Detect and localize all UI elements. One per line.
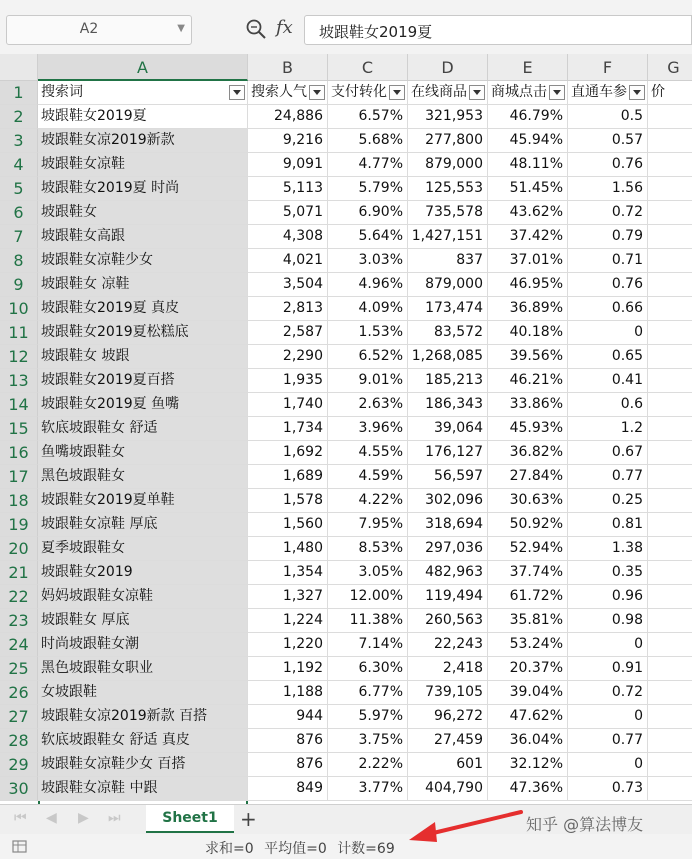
- value-cell[interactable]: 0.73: [568, 777, 648, 801]
- keyword-cell[interactable]: 坡跟鞋女凉鞋 厚底: [38, 513, 248, 537]
- prev-sheet-icon[interactable]: ◀: [46, 810, 57, 826]
- value-cell[interactable]: 48.11%: [488, 153, 568, 177]
- value-cell[interactable]: 260,563: [408, 609, 488, 633]
- first-sheet-icon[interactable]: ⏮: [14, 810, 27, 826]
- value-cell[interactable]: 3.96%: [328, 417, 408, 441]
- value-cell[interactable]: 6.90%: [328, 201, 408, 225]
- value-cell[interactable]: 8.53%: [328, 537, 408, 561]
- filter-dropdown-icon[interactable]: [389, 85, 405, 100]
- value-cell[interactable]: 176,127: [408, 441, 488, 465]
- keyword-cell[interactable]: 坡跟鞋女2019夏: [38, 105, 248, 129]
- value-cell[interactable]: 39.04%: [488, 681, 568, 705]
- add-sheet-button[interactable]: +: [240, 807, 257, 831]
- row-header[interactable]: 1: [0, 81, 38, 105]
- keyword-cell[interactable]: 黑色坡跟鞋女: [38, 465, 248, 489]
- value-cell[interactable]: 61.72%: [488, 585, 568, 609]
- value-cell[interactable]: 47.62%: [488, 705, 568, 729]
- empty-cell[interactable]: [648, 225, 692, 249]
- status-sum: 求和=0: [205, 841, 254, 857]
- value-cell[interactable]: 5,071: [248, 201, 328, 225]
- value-cell[interactable]: 11.38%: [328, 609, 408, 633]
- value-cell[interactable]: 1.38: [568, 537, 648, 561]
- keyword-cell[interactable]: 坡跟鞋女凉2019新款: [38, 129, 248, 153]
- empty-cell[interactable]: [648, 633, 692, 657]
- value-cell[interactable]: 40.18%: [488, 321, 568, 345]
- select-all-corner[interactable]: [0, 54, 38, 81]
- value-cell[interactable]: 1,327: [248, 585, 328, 609]
- empty-cell[interactable]: [648, 105, 692, 129]
- value-cell[interactable]: 5.64%: [328, 225, 408, 249]
- keyword-cell[interactable]: 坡跟鞋女凉鞋少女: [38, 249, 248, 273]
- value-cell[interactable]: 4.55%: [328, 441, 408, 465]
- keyword-cell[interactable]: 坡跟鞋女2019夏单鞋: [38, 489, 248, 513]
- value-cell[interactable]: 1,268,085: [408, 345, 488, 369]
- last-sheet-icon[interactable]: ⏭: [108, 810, 121, 826]
- value-cell[interactable]: 318,694: [408, 513, 488, 537]
- value-cell[interactable]: 5.79%: [328, 177, 408, 201]
- keyword-cell[interactable]: 坡跟鞋女2019夏 真皮: [38, 297, 248, 321]
- fx-icon[interactable]: fx: [276, 17, 293, 38]
- keyword-cell[interactable]: 坡跟鞋女凉鞋少女 百搭: [38, 753, 248, 777]
- filter-dropdown-icon[interactable]: [629, 85, 645, 100]
- value-cell[interactable]: 404,790: [408, 777, 488, 801]
- empty-cell[interactable]: [648, 441, 692, 465]
- column-header-b[interactable]: B: [248, 54, 328, 81]
- filter-dropdown-icon[interactable]: [309, 85, 325, 100]
- keyword-cell[interactable]: 软底坡跟鞋女 舒适: [38, 417, 248, 441]
- value-cell[interactable]: 0: [568, 321, 648, 345]
- row-header[interactable]: 8: [0, 249, 38, 273]
- value-cell[interactable]: 6.57%: [328, 105, 408, 129]
- keyword-cell[interactable]: 鱼嘴坡跟鞋女: [38, 441, 248, 465]
- keyword-cell[interactable]: 坡跟鞋女2019夏 时尚: [38, 177, 248, 201]
- value-cell[interactable]: 1,740: [248, 393, 328, 417]
- value-cell[interactable]: 186,343: [408, 393, 488, 417]
- status-average: 平均值=0: [264, 841, 327, 857]
- row-header[interactable]: 22: [0, 585, 38, 609]
- value-cell[interactable]: 4.77%: [328, 153, 408, 177]
- value-cell[interactable]: 2.22%: [328, 753, 408, 777]
- value-cell[interactable]: 4,308: [248, 225, 328, 249]
- value-cell[interactable]: 7.95%: [328, 513, 408, 537]
- tab-sheet1[interactable]: Sheet1: [146, 805, 234, 833]
- value-cell[interactable]: 0.91: [568, 657, 648, 681]
- row-header[interactable]: 6: [0, 201, 38, 225]
- value-cell[interactable]: 5.97%: [328, 705, 408, 729]
- value-cell[interactable]: 50.92%: [488, 513, 568, 537]
- value-cell[interactable]: 0.25: [568, 489, 648, 513]
- header-cell-label: 在线商品: [411, 84, 467, 100]
- row-header[interactable]: 21: [0, 561, 38, 585]
- row-header[interactable]: 29: [0, 753, 38, 777]
- value-cell[interactable]: 173,474: [408, 297, 488, 321]
- header-cell-label: 商城点击: [491, 84, 547, 100]
- name-box[interactable]: [6, 15, 192, 45]
- zoom-icon[interactable]: [245, 18, 267, 40]
- value-cell[interactable]: 5.68%: [328, 129, 408, 153]
- keyword-cell[interactable]: 坡跟鞋女2019: [38, 561, 248, 585]
- sheet-tab-bar: [0, 804, 692, 834]
- value-cell[interactable]: 39,064: [408, 417, 488, 441]
- keyword-cell[interactable]: 女坡跟鞋: [38, 681, 248, 705]
- value-cell[interactable]: 0: [568, 633, 648, 657]
- empty-cell[interactable]: [648, 609, 692, 633]
- row-header[interactable]: 7: [0, 225, 38, 249]
- keyword-cell[interactable]: 夏季坡跟鞋女: [38, 537, 248, 561]
- row-header[interactable]: 13: [0, 369, 38, 393]
- empty-cell[interactable]: [648, 249, 692, 273]
- empty-cell[interactable]: [648, 753, 692, 777]
- value-cell[interactable]: 7.14%: [328, 633, 408, 657]
- value-cell[interactable]: 0.66: [568, 297, 648, 321]
- row-header[interactable]: 27: [0, 705, 38, 729]
- value-cell[interactable]: 3.77%: [328, 777, 408, 801]
- status-summary: [205, 838, 401, 858]
- value-cell[interactable]: 0.77: [568, 729, 648, 753]
- value-cell[interactable]: 837: [408, 249, 488, 273]
- value-cell[interactable]: 1,354: [248, 561, 328, 585]
- keyword-cell[interactable]: 坡跟鞋女高跟: [38, 225, 248, 249]
- value-cell[interactable]: 35.81%: [488, 609, 568, 633]
- keyword-cell[interactable]: 软底坡跟鞋女 舒适 真皮: [38, 729, 248, 753]
- chevron-down-icon[interactable]: ▼: [177, 23, 185, 34]
- row-header[interactable]: 16: [0, 441, 38, 465]
- row-header[interactable]: 17: [0, 465, 38, 489]
- value-cell[interactable]: 1,578: [248, 489, 328, 513]
- filter-dropdown-icon[interactable]: [469, 85, 485, 100]
- value-cell[interactable]: 37.01%: [488, 249, 568, 273]
- value-cell[interactable]: 53.24%: [488, 633, 568, 657]
- keyword-cell[interactable]: 坡跟鞋女 坡跟: [38, 345, 248, 369]
- value-cell[interactable]: 96,272: [408, 705, 488, 729]
- empty-cell[interactable]: [648, 561, 692, 585]
- formula-bar: [0, 0, 692, 62]
- formula-input[interactable]: [304, 15, 692, 45]
- row-header[interactable]: 3: [0, 129, 38, 153]
- name-box-value: A2: [79, 21, 99, 37]
- value-cell[interactable]: 36.89%: [488, 297, 568, 321]
- value-cell[interactable]: 24,886: [248, 105, 328, 129]
- annotation-arrow: [405, 808, 525, 848]
- value-cell[interactable]: 0.76: [568, 273, 648, 297]
- row-header[interactable]: 23: [0, 609, 38, 633]
- value-cell[interactable]: 37.74%: [488, 561, 568, 585]
- column-header-c[interactable]: C: [328, 54, 408, 81]
- keyword-cell[interactable]: 妈妈坡跟鞋女凉鞋: [38, 585, 248, 609]
- value-cell[interactable]: 1,224: [248, 609, 328, 633]
- empty-cell[interactable]: [648, 729, 692, 753]
- value-cell[interactable]: 83,572: [408, 321, 488, 345]
- value-cell[interactable]: 125,553: [408, 177, 488, 201]
- value-cell[interactable]: 47.36%: [488, 777, 568, 801]
- value-cell[interactable]: 944: [248, 705, 328, 729]
- value-cell[interactable]: 2.63%: [328, 393, 408, 417]
- value-cell[interactable]: 1,689: [248, 465, 328, 489]
- column-header-a[interactable]: A: [38, 54, 248, 81]
- value-cell[interactable]: 5,113: [248, 177, 328, 201]
- row-header[interactable]: 25: [0, 657, 38, 681]
- header-cell[interactable]: [648, 81, 692, 105]
- column-header-g[interactable]: G: [648, 54, 692, 81]
- value-cell[interactable]: 1,192: [248, 657, 328, 681]
- row-header[interactable]: 9: [0, 273, 38, 297]
- row-header[interactable]: 2: [0, 105, 38, 129]
- next-sheet-icon[interactable]: ▶: [78, 810, 89, 826]
- keyword-cell[interactable]: 时尚坡跟鞋女潮: [38, 633, 248, 657]
- value-cell[interactable]: 4.22%: [328, 489, 408, 513]
- empty-cell[interactable]: [648, 681, 692, 705]
- header-cell[interactable]: [38, 81, 248, 105]
- keyword-cell[interactable]: 坡跟鞋女2019夏百搭: [38, 369, 248, 393]
- keyword-cell[interactable]: 坡跟鞋女凉鞋 中跟: [38, 777, 248, 801]
- value-cell[interactable]: 4,021: [248, 249, 328, 273]
- status-count: 计数=69: [337, 841, 395, 857]
- header-cell[interactable]: [328, 81, 408, 105]
- value-cell[interactable]: 37.42%: [488, 225, 568, 249]
- empty-cell[interactable]: [648, 393, 692, 417]
- empty-cell[interactable]: [648, 585, 692, 609]
- value-cell[interactable]: 51.45%: [488, 177, 568, 201]
- value-cell[interactable]: 1,480: [248, 537, 328, 561]
- row-header[interactable]: 18: [0, 489, 38, 513]
- value-cell[interactable]: 0.41: [568, 369, 648, 393]
- keyword-cell[interactable]: 坡跟鞋女2019夏松糕底: [38, 321, 248, 345]
- value-cell[interactable]: 1,560: [248, 513, 328, 537]
- keyword-cell[interactable]: 坡跟鞋女 厚底: [38, 609, 248, 633]
- value-cell[interactable]: 0.65: [568, 345, 648, 369]
- value-cell[interactable]: 22,243: [408, 633, 488, 657]
- value-cell[interactable]: 876: [248, 729, 328, 753]
- value-cell[interactable]: 0.98: [568, 609, 648, 633]
- value-cell[interactable]: 3,504: [248, 273, 328, 297]
- keyword-cell[interactable]: 坡跟鞋女凉鞋: [38, 153, 248, 177]
- value-cell[interactable]: 32.12%: [488, 753, 568, 777]
- value-cell[interactable]: 0.96: [568, 585, 648, 609]
- row-header[interactable]: 19: [0, 513, 38, 537]
- value-cell[interactable]: 0.77: [568, 465, 648, 489]
- value-cell[interactable]: 39.56%: [488, 345, 568, 369]
- value-cell[interactable]: 1.2: [568, 417, 648, 441]
- row-header[interactable]: 26: [0, 681, 38, 705]
- value-cell[interactable]: 1,220: [248, 633, 328, 657]
- value-cell[interactable]: 52.94%: [488, 537, 568, 561]
- row-header[interactable]: 20: [0, 537, 38, 561]
- empty-cell[interactable]: [648, 177, 692, 201]
- value-cell[interactable]: 119,494: [408, 585, 488, 609]
- empty-cell[interactable]: [648, 321, 692, 345]
- row-header[interactable]: 30: [0, 777, 38, 801]
- value-cell[interactable]: 27,459: [408, 729, 488, 753]
- value-cell[interactable]: 56,597: [408, 465, 488, 489]
- row-header[interactable]: 11: [0, 321, 38, 345]
- value-cell[interactable]: 0.57: [568, 129, 648, 153]
- value-cell[interactable]: 6.52%: [328, 345, 408, 369]
- value-cell[interactable]: 321,953: [408, 105, 488, 129]
- empty-cell[interactable]: [648, 201, 692, 225]
- value-cell[interactable]: 876: [248, 753, 328, 777]
- row-header[interactable]: 4: [0, 153, 38, 177]
- value-cell[interactable]: 297,036: [408, 537, 488, 561]
- empty-cell[interactable]: [648, 777, 692, 801]
- value-cell[interactable]: 1,188: [248, 681, 328, 705]
- header-cell-label: 搜索词: [41, 84, 83, 100]
- header-cell[interactable]: [248, 81, 328, 105]
- value-cell[interactable]: 36.04%: [488, 729, 568, 753]
- value-cell[interactable]: 482,963: [408, 561, 488, 585]
- value-cell[interactable]: 3.05%: [328, 561, 408, 585]
- row-header[interactable]: 24: [0, 633, 38, 657]
- row-header[interactable]: 15: [0, 417, 38, 441]
- value-cell[interactable]: 4.59%: [328, 465, 408, 489]
- header-cell-label: 搜索人气: [251, 84, 307, 100]
- filter-dropdown-icon[interactable]: [549, 85, 565, 100]
- keyword-cell[interactable]: 坡跟鞋女 凉鞋: [38, 273, 248, 297]
- header-cell[interactable]: [488, 81, 568, 105]
- value-cell[interactable]: 46.79%: [488, 105, 568, 129]
- keyword-cell[interactable]: 坡跟鞋女: [38, 201, 248, 225]
- value-cell[interactable]: 2,587: [248, 321, 328, 345]
- value-cell[interactable]: 27.84%: [488, 465, 568, 489]
- row-header[interactable]: 28: [0, 729, 38, 753]
- value-cell[interactable]: 879,000: [408, 273, 488, 297]
- value-cell[interactable]: 277,800: [408, 129, 488, 153]
- empty-cell[interactable]: [648, 489, 692, 513]
- empty-cell[interactable]: [648, 153, 692, 177]
- value-cell[interactable]: 185,213: [408, 369, 488, 393]
- keyword-cell[interactable]: 黑色坡跟鞋女职业: [38, 657, 248, 681]
- row-header[interactable]: 5: [0, 177, 38, 201]
- spreadsheet-grid[interactable]: [0, 54, 692, 804]
- value-cell[interactable]: 2,290: [248, 345, 328, 369]
- value-cell[interactable]: 45.93%: [488, 417, 568, 441]
- row-header[interactable]: 12: [0, 345, 38, 369]
- sheet-status-icon[interactable]: [12, 839, 32, 854]
- value-cell[interactable]: 0.81: [568, 513, 648, 537]
- value-cell[interactable]: 1,734: [248, 417, 328, 441]
- value-cell[interactable]: 46.95%: [488, 273, 568, 297]
- value-cell[interactable]: 0.72: [568, 681, 648, 705]
- keyword-cell[interactable]: 坡跟鞋女凉2019新款 百搭: [38, 705, 248, 729]
- value-cell[interactable]: 2,418: [408, 657, 488, 681]
- empty-cell[interactable]: [648, 417, 692, 441]
- value-cell[interactable]: 601: [408, 753, 488, 777]
- empty-cell[interactable]: [648, 129, 692, 153]
- empty-cell[interactable]: [648, 657, 692, 681]
- value-cell[interactable]: 0.79: [568, 225, 648, 249]
- value-cell[interactable]: 33.86%: [488, 393, 568, 417]
- empty-cell[interactable]: [648, 465, 692, 489]
- watermark: 知乎 @算法博友: [526, 815, 644, 834]
- value-cell[interactable]: 739,105: [408, 681, 488, 705]
- row-header[interactable]: 10: [0, 297, 38, 321]
- column-header-d[interactable]: D: [408, 54, 488, 81]
- value-cell[interactable]: 4.96%: [328, 273, 408, 297]
- value-cell[interactable]: 3.75%: [328, 729, 408, 753]
- keyword-cell[interactable]: 坡跟鞋女2019夏 鱼嘴: [38, 393, 248, 417]
- value-cell[interactable]: 0.67: [568, 441, 648, 465]
- value-cell[interactable]: 36.82%: [488, 441, 568, 465]
- value-cell[interactable]: 30.63%: [488, 489, 568, 513]
- empty-cell[interactable]: [648, 345, 692, 369]
- filter-dropdown-icon[interactable]: [229, 85, 245, 100]
- formula-value: 坡跟鞋女2019夏: [319, 23, 433, 41]
- value-cell[interactable]: 0.6: [568, 393, 648, 417]
- value-cell[interactable]: 0.5: [568, 105, 648, 129]
- empty-cell[interactable]: [648, 369, 692, 393]
- value-cell[interactable]: 43.62%: [488, 201, 568, 225]
- value-cell[interactable]: 0: [568, 705, 648, 729]
- value-cell[interactable]: 46.21%: [488, 369, 568, 393]
- value-cell[interactable]: 1.56: [568, 177, 648, 201]
- value-cell[interactable]: 9,091: [248, 153, 328, 177]
- value-cell[interactable]: 1,427,151: [408, 225, 488, 249]
- value-cell[interactable]: 735,578: [408, 201, 488, 225]
- value-cell[interactable]: 1,935: [248, 369, 328, 393]
- value-cell[interactable]: 849: [248, 777, 328, 801]
- header-cell-label: 直通车参: [571, 84, 627, 100]
- empty-cell[interactable]: [648, 297, 692, 321]
- value-cell[interactable]: 879,000: [408, 153, 488, 177]
- empty-cell[interactable]: [648, 273, 692, 297]
- empty-cell[interactable]: [648, 705, 692, 729]
- status-bar: [0, 834, 692, 859]
- value-cell[interactable]: 1.53%: [328, 321, 408, 345]
- value-cell[interactable]: 0.35: [568, 561, 648, 585]
- value-cell[interactable]: 302,096: [408, 489, 488, 513]
- header-cell-label: 价: [651, 84, 665, 100]
- value-cell[interactable]: 45.94%: [488, 129, 568, 153]
- value-cell[interactable]: 4.09%: [328, 297, 408, 321]
- value-cell[interactable]: 2,813: [248, 297, 328, 321]
- value-cell[interactable]: 9,216: [248, 129, 328, 153]
- value-cell[interactable]: 0.71: [568, 249, 648, 273]
- empty-cell[interactable]: [648, 513, 692, 537]
- value-cell[interactable]: 1,692: [248, 441, 328, 465]
- header-cell[interactable]: [408, 81, 488, 105]
- value-cell[interactable]: 12.00%: [328, 585, 408, 609]
- value-cell[interactable]: 3.03%: [328, 249, 408, 273]
- empty-cell[interactable]: [648, 537, 692, 561]
- value-cell[interactable]: 0.76: [568, 153, 648, 177]
- value-cell[interactable]: 6.30%: [328, 657, 408, 681]
- column-header-f[interactable]: F: [568, 54, 648, 81]
- value-cell[interactable]: 0.72: [568, 201, 648, 225]
- value-cell[interactable]: 6.77%: [328, 681, 408, 705]
- header-cell-label: 支付转化: [331, 84, 387, 100]
- value-cell[interactable]: 0: [568, 753, 648, 777]
- value-cell[interactable]: 20.37%: [488, 657, 568, 681]
- row-header[interactable]: 14: [0, 393, 38, 417]
- column-header-e[interactable]: E: [488, 54, 568, 81]
- value-cell[interactable]: 9.01%: [328, 369, 408, 393]
- header-cell[interactable]: [568, 81, 648, 105]
